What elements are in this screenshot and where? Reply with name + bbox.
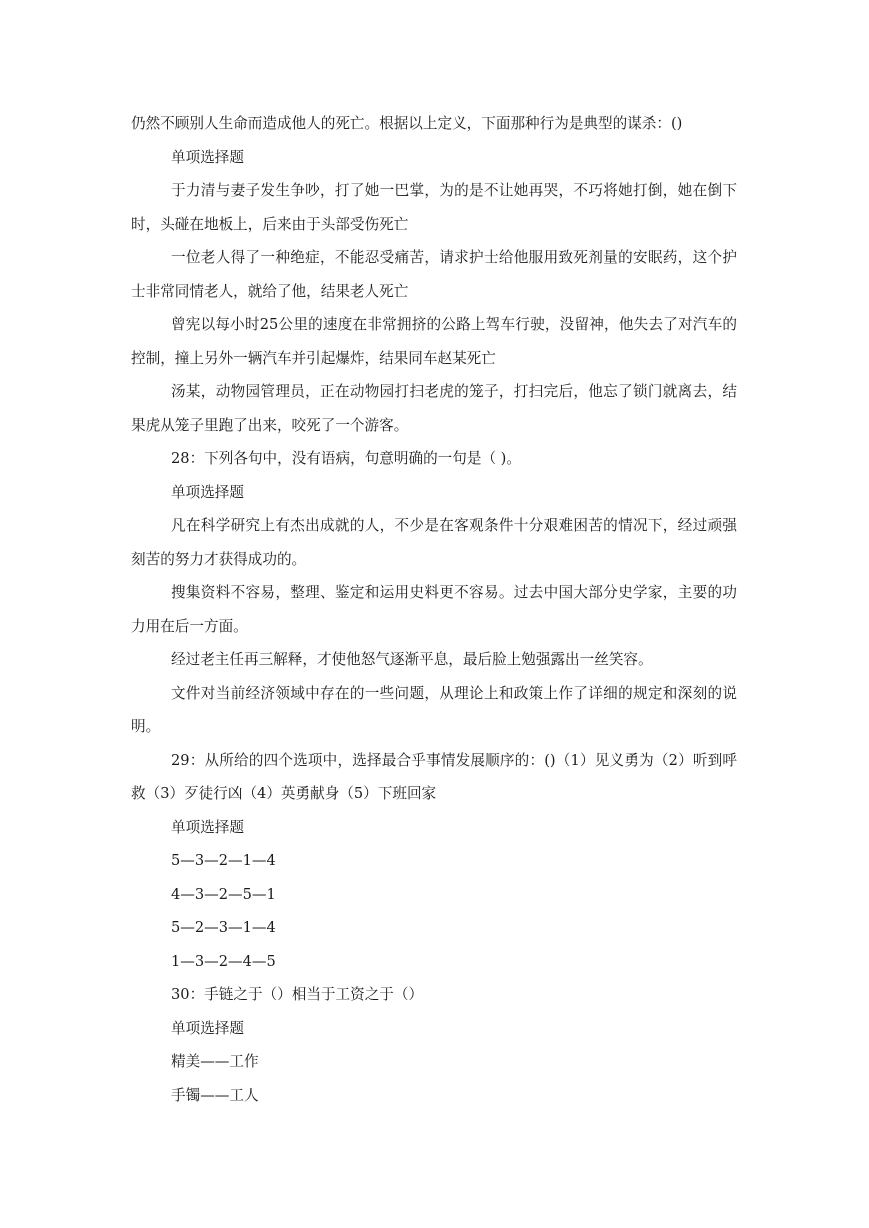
option-text: 曾宪以每小时25公里的速度在非常拥挤的公路上驾车行驶，没留神，他失去了对汽车的控制，撞上另外一辆汽车并引起爆炸，结果同车赵某死亡 bbox=[131, 316, 737, 367]
paragraph-question-continuation: 仍然不顾别人生命而造成他人的死亡。根据以上定义，下面那种行为是典型的谋杀：() bbox=[131, 115, 683, 132]
option-text: 搜集资料不容易，整理、鉴定和运用史料更不容易。过去中国大部分史学家，主要的功力用在后一方面。 bbox=[131, 584, 737, 635]
question-type-label: 单项选择题 bbox=[171, 818, 244, 836]
question-stem: 30：手链之于（）相当于工资之于（） bbox=[171, 986, 424, 1003]
option-text: 汤某，动物园管理员，正在动物园打扫老虎的笼子，打扫完后，他忘了锁门就离去，结果虎从笼子里跑了出来，咬死了一个游客。 bbox=[131, 383, 737, 434]
question-stem: 29：从所给的四个选项中，选择最合乎事情发展顺序的：()（1）见义勇为（2）听到呼救（3）歹徒行凶（4）英勇献身（5）下班回家 bbox=[131, 751, 737, 802]
option-text: 1—3—2—4—5 bbox=[171, 952, 276, 970]
option-text: 手镯——工人 bbox=[171, 1086, 259, 1104]
option-text: 于力清与妻子发生争吵，打了她一巴掌，为的是不让她再哭，不巧将她打倒，她在倒下时，头碰在地板上，后来由于头部受伤死亡 bbox=[131, 182, 737, 233]
option-text: 4—3—2—5—1 bbox=[171, 885, 276, 903]
option-text: 经过老主任再三解释，才使他怒气逐渐平息，最后脸上勉强露出一丝笑容。 bbox=[171, 651, 653, 668]
option-text: 一位老人得了一种绝症，不能忍受痛苦，请求护士给他服用致死剂量的安眠药，这个护士非常同情老人，就给了他，结果老人死亡 bbox=[131, 249, 737, 300]
question-stem: 28：下列各句中，没有语病，句意明确的一句是（ )。 bbox=[171, 450, 521, 467]
option-text: 5—2—3—1—4 bbox=[171, 919, 276, 936]
option-text: 5—3—2—1—4 bbox=[171, 852, 276, 869]
option-text: 凡在科学研究上有杰出成就的人，不少是在客观条件十分艰难困苦的情况下，经过顽强刻苦的努力才获得成功的。 bbox=[131, 517, 737, 568]
option-text: 文件对当前经济领域中存在的一些问题，从理论上和政策上作了详细的规定和深刻的说明。 bbox=[131, 684, 737, 735]
option-text: 精美——工作 bbox=[171, 1053, 259, 1070]
question-type-label: 单项选择题 bbox=[171, 148, 244, 166]
question-type-label: 单项选择题 bbox=[171, 1019, 244, 1037]
question-type-label: 单项选择题 bbox=[171, 483, 244, 501]
document-body bbox=[131, 107, 737, 1112]
